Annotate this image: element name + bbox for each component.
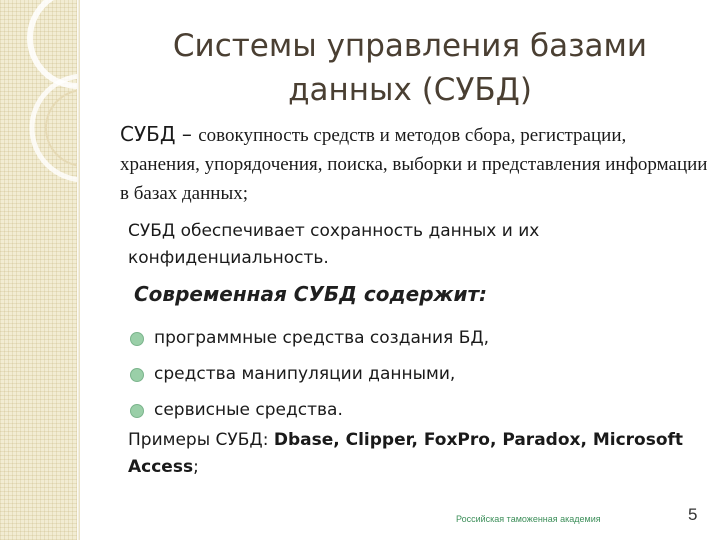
bullet-icon	[130, 368, 144, 382]
contains-heading: Современная СУБД содержит:	[134, 282, 488, 306]
components-list	[128, 320, 489, 428]
footer-organization: Российская таможенная академия	[456, 514, 601, 524]
slide-title	[140, 24, 680, 112]
examples-suffix: ;	[193, 457, 199, 477]
bullet-icon	[130, 404, 144, 418]
definition-term: СУБД –	[120, 122, 199, 146]
list-item-text: средства манипуляции данными,	[154, 364, 456, 384]
list-item	[128, 356, 489, 392]
decorative-side-band	[0, 0, 80, 540]
examples-paragraph	[128, 427, 688, 481]
list-item	[128, 392, 489, 428]
definition-paragraph	[120, 120, 710, 208]
examples-list: Dbase, Clipper, FoxPro, Paradox, Microsoft Access	[128, 430, 684, 477]
slide-title-line1: Системы управления базами	[172, 28, 648, 64]
slide-title-line2: данных (СУБД)	[288, 72, 532, 108]
list-item	[128, 320, 489, 356]
list-item-text: программные средства создания БД,	[154, 328, 490, 348]
provision-paragraph: СУБД обеспечивает сохранность данных и их конфиденциальность.	[128, 221, 540, 268]
list-item-text: сервисные средства.	[154, 400, 343, 420]
bullet-icon	[130, 332, 144, 346]
decorative-circles-icon	[0, 0, 80, 220]
examples-prefix: Примеры СУБД:	[128, 430, 274, 450]
page-number: 5	[688, 505, 698, 524]
definition-text: совокупность средств и методов сбора, регистрации, хранения, упорядочения, поиска, выборки и представления информации в базах данных;	[120, 125, 708, 204]
